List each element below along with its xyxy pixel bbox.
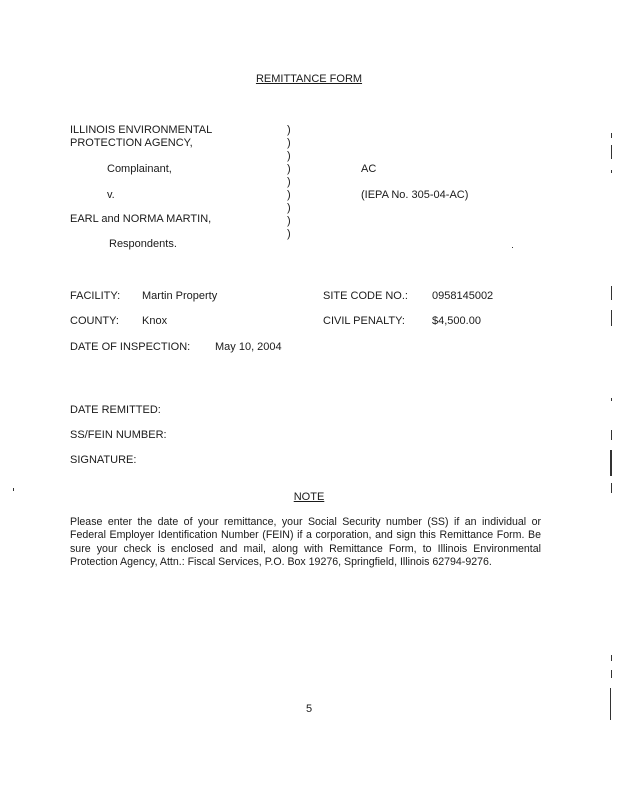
caption-paren: ) <box>287 150 291 162</box>
scan-mark <box>13 488 14 491</box>
inspection-label: DATE OF INSPECTION: <box>70 341 191 353</box>
page-number: 5 <box>305 703 313 715</box>
caption-paren-column <box>287 124 295 241</box>
caption-paren: ) <box>287 176 291 188</box>
caption-paren: ) <box>287 163 291 175</box>
complainant-label: Complainant, <box>107 163 172 175</box>
ssfein-label: SS/FEIN NUMBER: <box>70 429 167 441</box>
case-type: AC <box>361 163 377 175</box>
scan-mark <box>611 398 612 401</box>
party1-line2: PROTECTION AGENCY, <box>70 137 193 149</box>
caption-paren: ) <box>287 189 291 201</box>
iepa-number: (IEPA No. 305-04-AC) <box>361 189 469 201</box>
caption-paren: ) <box>287 124 291 136</box>
versus-label: v. <box>107 189 115 201</box>
party1-line1: ILLINOIS ENVIRONMENTAL <box>70 124 213 136</box>
scan-mark <box>611 670 612 678</box>
scan-mark <box>611 145 612 159</box>
party2-name: EARL and NORMA MARTIN, <box>70 213 212 225</box>
scan-mark <box>611 483 612 493</box>
note-body: Please enter the date of your remittance, your Social Security number (SS) if an individual or Federal Employer Identification Number (FEIN) if a corporation, and sign this Remittance Form. Be sure your check is enclosed and mail, along with Remittance Form, to Illinois Environmental Protection Agency, Attn.: Fiscal Services, P.O. Box 19276, Springfield, Illinois 62794-9276. <box>70 516 541 569</box>
caption-paren: ) <box>287 215 291 227</box>
note-heading: NOTE <box>293 491 325 503</box>
civil-penalty-value: $4,500.00 <box>432 315 481 327</box>
respondents-label: Respondents. <box>109 238 177 250</box>
scan-mark <box>512 247 513 248</box>
county-label: COUNTY: <box>70 315 119 327</box>
scan-mark <box>611 286 612 300</box>
scan-mark <box>610 688 611 720</box>
site-code-label: SITE CODE NO.: <box>323 290 408 302</box>
scan-mark <box>611 655 612 661</box>
scan-mark <box>611 170 612 173</box>
inspection-value: May 10, 2004 <box>215 341 282 353</box>
caption-paren: ) <box>287 202 291 214</box>
scan-mark <box>610 450 612 476</box>
facility-value: Martin Property <box>142 290 218 302</box>
civil-penalty-label: CIVIL PENALTY: <box>323 315 405 327</box>
caption-paren: ) <box>287 228 291 240</box>
county-value: Knox <box>142 315 168 327</box>
scan-mark <box>611 310 612 326</box>
date-remitted-label: DATE REMITTED: <box>70 404 161 416</box>
caption-paren: ) <box>287 137 291 149</box>
signature-label: SIGNATURE: <box>70 454 137 466</box>
scan-mark <box>611 430 612 440</box>
site-code-value: 0958145002 <box>432 290 494 302</box>
facility-label: FACILITY: <box>70 290 121 302</box>
form-title: REMITTANCE FORM <box>255 73 363 85</box>
scan-mark <box>611 133 612 138</box>
